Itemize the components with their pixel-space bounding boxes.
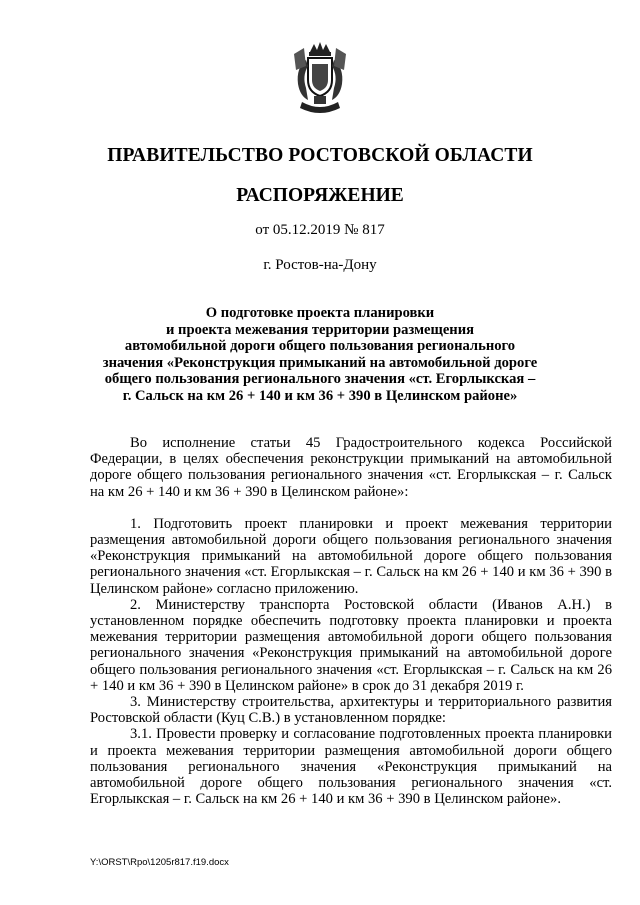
document-title bbox=[90, 305, 550, 404]
title-line: и проекта межевания территории размещения bbox=[165, 321, 475, 338]
title-line: общего пользования регионального значения «ст. Егорлыкская – bbox=[104, 371, 536, 387]
title-line: О подготовке проекта планировки bbox=[205, 305, 435, 321]
preamble-paragraph: Во исполнение статьи 45 Градостроительного кодекса Российской Федерации, в целях обеспечения реконструкции примыканий на автомобильной дороге общего пользования регионального значения «ст. Егорлыкская – г. Сальск на км 26 + 140 и км 36 + 390 в Целинском районе»: bbox=[90, 435, 612, 500]
document-body bbox=[90, 435, 612, 807]
document-type: РАСПОРЯЖЕНИЕ bbox=[236, 185, 404, 206]
item-3-paragraph: 3. Министерству строительства, архитектуры и территориального развития Ростовской области (Куц С.В.) в установленном порядке: bbox=[90, 694, 612, 727]
item-3-1-paragraph: 3.1. Провести проверку и согласование подготовленных проекта планировки и проекта межевания территории размещения автомобильной дороги общего пользования регионального значения «Реконструкция примыканий на автомобильной дороге общего пользования регионального значения «ст. Егорлыкская – г. Сальск на км 26 + 140 и км 36 + 390 в Целинском районе». bbox=[90, 726, 612, 808]
file-path-footer: Y:\ORST\Rpo\1205r817.f19.docx bbox=[90, 857, 229, 868]
title-line: значения «Реконструкция примыканий на автомобильной дороге bbox=[102, 354, 538, 371]
title-line: г. Сальск на км 26 + 140 и км 36 + 390 в Целинском районе» bbox=[122, 387, 518, 404]
item-2-paragraph: 2. Министерству транспорта Ростовской области (Иванов А.Н.) в установленном порядке обеспечить подготовку проекта планировки и проекта межевания территории размещения автомобильной дороги общего пользования регионального значения «Реконструкция примыканий на автомобильной дороге общего пользования регионального значения «ст. Егорлыкская – г. Сальск на км 26 + 140 и км 36 + 390 в Целинском районе» в срок до 31 декабря 2019 г. bbox=[90, 596, 612, 694]
item-1-paragraph: 1. Подготовить проект планировки и проект межевания территории размещения автомобильной дороги общего пользования регионального значения «Реконструкция примыканий на автомобильной дороге общего пользования регионального значения «ст. Егорлыкская – г. Сальск на км 26 + 140 и км 36 + 390 в Целинском районе» согласно приложению. bbox=[90, 515, 612, 597]
coat-of-arms-icon bbox=[290, 40, 350, 120]
title-line: автомобильной дороги общего пользования регионального bbox=[124, 338, 516, 354]
document-date-number: от 05.12.2019 № 817 bbox=[255, 222, 385, 238]
document-city: г. Ростов-на-Дону bbox=[263, 257, 377, 273]
organization-name: ПРАВИТЕЛЬСТВО РОСТОВСКОЙ ОБЛАСТИ bbox=[107, 145, 533, 166]
